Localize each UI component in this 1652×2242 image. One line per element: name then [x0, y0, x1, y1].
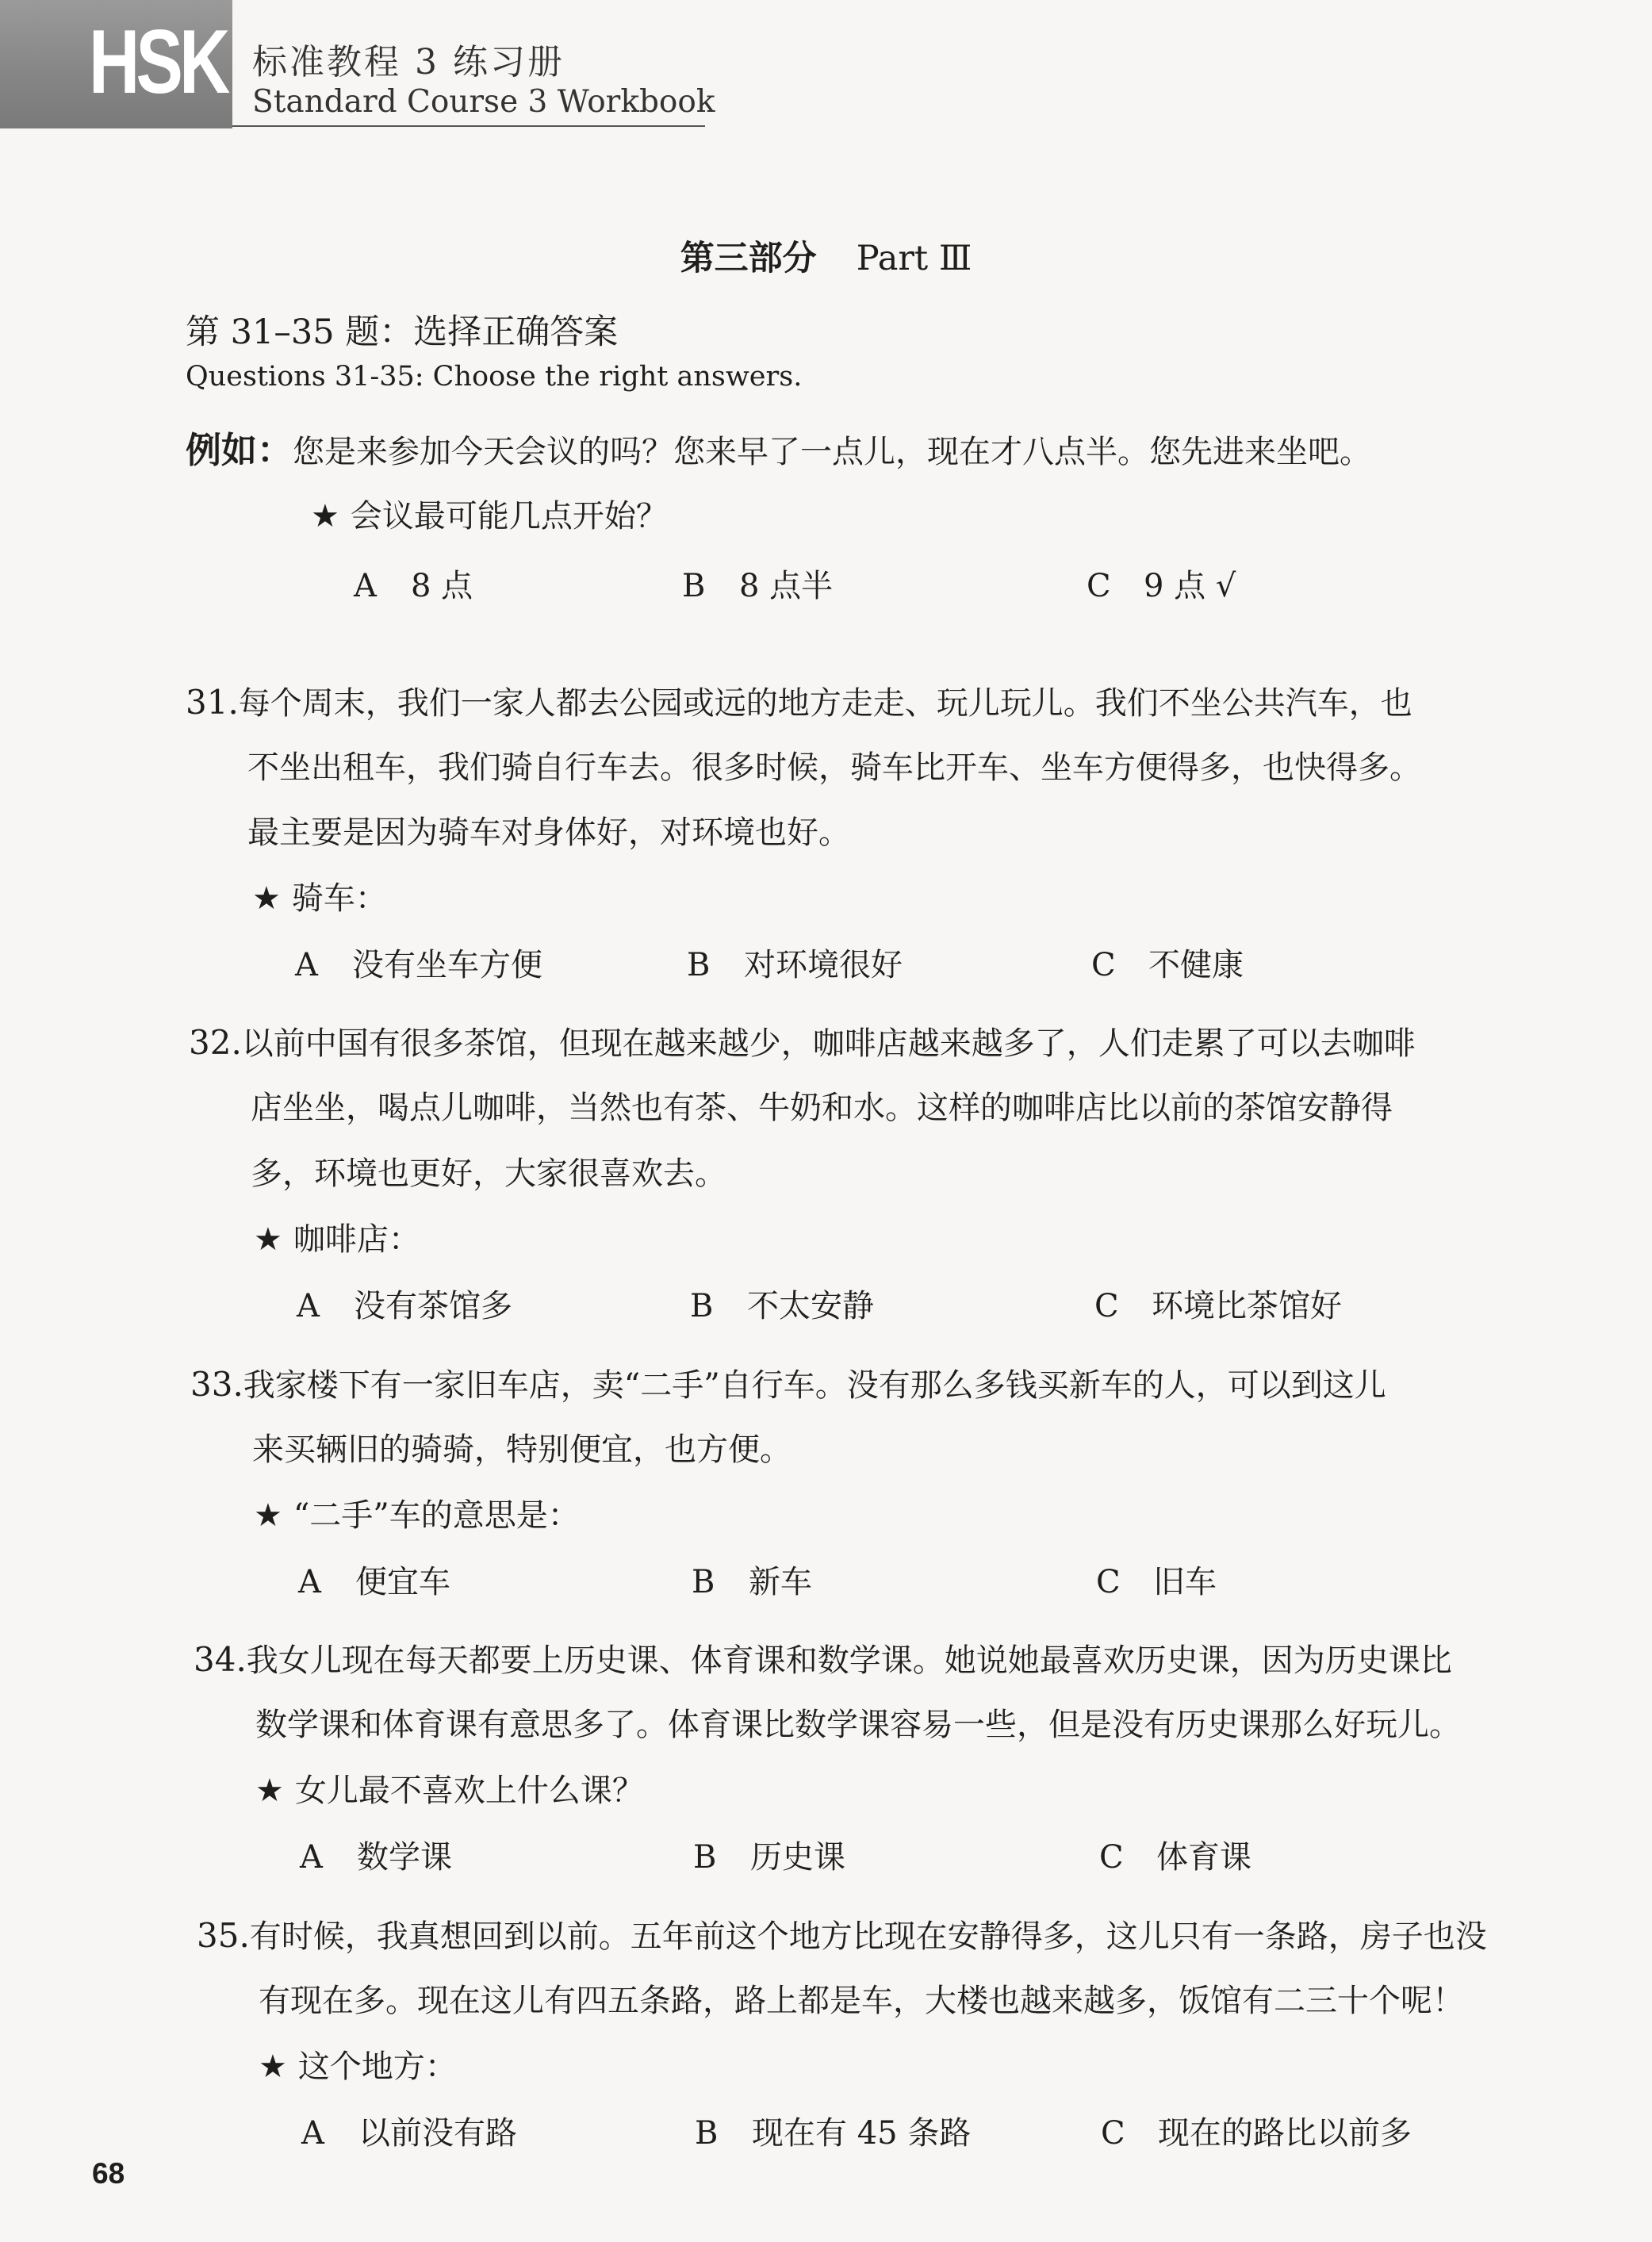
instructions-en: Questions 31-35: Choose the right answers. [186, 361, 803, 393]
option-letter: B [693, 1839, 717, 1876]
question-34-option-c [1099, 1838, 1251, 1877]
question-31-line-2: 不坐出租车，我们骑自行车去。很多时候，骑车比开车、坐车方便得多，也快得多。 [247, 749, 1421, 786]
question-33-prompt [254, 1496, 580, 1535]
star-icon: ★ [252, 880, 281, 917]
part-title-en: Part Ⅲ [856, 239, 972, 278]
question-31-line-3: 最主要是因为骑车对身体好，对环境也好。 [247, 814, 850, 851]
part-title [0, 232, 1652, 280]
hsk-logo: HSK [89, 12, 227, 113]
question-32-option-b [690, 1286, 874, 1326]
option-text: 对环境很好 [744, 947, 903, 983]
option-letter: B [695, 2115, 719, 2152]
question-number: 31. [186, 683, 239, 722]
question-34-line-2: 数学课和体育课有意思多了。体育课比数学课容易一些，但是没有历史课那么好玩儿。 [255, 1707, 1461, 1743]
question-number: 33. [190, 1365, 243, 1404]
star-icon: ★ [254, 1497, 282, 1534]
page-number: 68 [92, 2157, 125, 2190]
question-34-line-1 [194, 1639, 1452, 1681]
question-33-option-a [298, 1562, 450, 1602]
question-33-option-b [692, 1562, 812, 1602]
star-icon: ★ [259, 2048, 287, 2085]
option-text: 不太安静 [747, 1288, 874, 1324]
option-letter: B [690, 1288, 714, 1324]
option-letter: A [300, 1839, 323, 1876]
question-32-line-3: 多，环境也更好，大家很喜欢去。 [251, 1155, 726, 1192]
question-31-option-a [295, 945, 542, 985]
question-text: 咖啡店： [293, 1221, 420, 1258]
page-header [0, 0, 714, 128]
question-34-prompt [255, 1771, 644, 1811]
option-letter: C [1087, 568, 1111, 604]
header-divider [232, 125, 705, 127]
question-33-line-2: 来买辆旧的骑骑，特别便宜，也方便。 [252, 1431, 792, 1468]
question-35-option-b [695, 2114, 971, 2153]
option-text: 以前没有路 [358, 2115, 517, 2152]
question-31-option-b [687, 945, 903, 985]
option-text: 9 点 √ [1144, 568, 1236, 604]
option-letter: B [692, 1564, 715, 1600]
question-33-option-c [1096, 1562, 1217, 1602]
question-32-option-a [297, 1286, 512, 1326]
option-text: 8 点半 [739, 568, 834, 604]
question-32-line-1 [189, 1022, 1416, 1064]
star-icon: ★ [255, 1773, 284, 1809]
question-32-prompt [254, 1220, 420, 1259]
option-text: 现在有 45 条路 [752, 2115, 972, 2152]
option-text: 便宜车 [355, 1564, 450, 1600]
question-34-option-a [300, 1838, 452, 1877]
question-34-option-b [693, 1838, 845, 1877]
question-35-line-2: 有现在多。现在这儿有四五条路，路上都是车，大楼也越来越多，饭馆有二三十个呢！ [259, 1983, 1464, 2019]
question-text: “二手”车的意思是： [293, 1497, 580, 1534]
question-31-prompt [252, 879, 387, 918]
passage-line: 以前中国有很多茶馆，但现在越来越少，咖啡店越来越多了，人们走累了可以去咖啡 [241, 1025, 1416, 1062]
example-option-c [1087, 566, 1236, 606]
option-letter: B [682, 568, 706, 604]
question-31-line-1 [186, 682, 1412, 724]
example-passage [186, 428, 1371, 473]
option-text: 8 点 [411, 568, 473, 604]
example-text: 您是来参加今天会议的吗？您来早了一点儿，现在才八点半。您先进来坐吧。 [293, 434, 1372, 470]
option-letter: C [1101, 2115, 1125, 2152]
question-number: 32. [189, 1023, 242, 1062]
question-text: 这个地方： [297, 2048, 457, 2085]
question-35-option-c [1101, 2114, 1412, 2153]
option-text: 体育课 [1156, 1839, 1251, 1876]
star-icon: ★ [311, 498, 339, 535]
question-35-prompt [259, 2047, 457, 2087]
option-text: 数学课 [357, 1839, 452, 1876]
header-title-en: Standard Course 3 Workbook [252, 84, 715, 120]
example-question [311, 496, 668, 536]
question-text: 骑车： [291, 880, 387, 917]
option-text: 旧车 [1153, 1564, 1217, 1600]
header-title-cn: 标准教程 3 练习册 [252, 42, 565, 82]
question-32-option-c [1094, 1286, 1342, 1326]
example-option-a [354, 566, 473, 606]
question-35-line-1 [197, 1915, 1487, 1957]
part-title-cn: 第三部分 [680, 239, 817, 278]
passage-line: 有时候，我真想回到以前。五年前这个地方比现在安静得多，这儿只有一条路，房子也没 [249, 1918, 1487, 1955]
option-text: 历史课 [750, 1839, 845, 1876]
option-text: 没有坐车方便 [352, 947, 542, 983]
option-letter: A [297, 1288, 320, 1324]
passage-line: 每个周末，我们一家人都去公园或远的地方走走、玩儿玩儿。我们不坐公共汽车，也 [238, 685, 1412, 722]
hsk-logo-box [0, 0, 232, 128]
instructions-cn: 第 31–35 题：选择正确答案 [186, 312, 619, 352]
question-32-line-2: 店坐坐，喝点儿咖啡，当然也有茶、牛奶和水。这样的咖啡店比以前的茶馆安静得 [251, 1090, 1393, 1126]
option-text: 现在的路比以前多 [1158, 2115, 1412, 2152]
question-number: 34. [194, 1640, 247, 1679]
option-letter: A [354, 568, 377, 604]
option-letter: C [1096, 1564, 1121, 1600]
option-letter: A [298, 1564, 321, 1600]
option-text: 不健康 [1148, 947, 1244, 983]
question-33-line-1 [190, 1364, 1386, 1406]
option-text: 环境比茶馆好 [1152, 1288, 1342, 1324]
example-label: 例如： [186, 429, 293, 471]
option-text: 没有茶馆多 [354, 1288, 512, 1324]
option-letter: C [1094, 1288, 1119, 1324]
option-letter: A [301, 2115, 324, 2152]
example-option-b [682, 566, 833, 606]
option-text: 新车 [749, 1564, 812, 1600]
option-letter: B [687, 947, 711, 983]
question-31-option-c [1091, 945, 1244, 985]
option-letter: A [295, 947, 318, 983]
option-letter: C [1099, 1839, 1124, 1876]
question-number: 35. [197, 1916, 250, 1955]
question-text: 女儿最不喜欢上什么课？ [294, 1773, 644, 1809]
example-question-text: 会议最可能几点开始？ [350, 498, 668, 535]
star-icon: ★ [254, 1221, 282, 1258]
question-35-option-a [301, 2114, 517, 2153]
passage-line: 我家楼下有一家旧车店，卖“二手”自行车。没有那么多钱买新车的人，可以到这儿 [243, 1367, 1386, 1404]
passage-line: 我女儿现在每天都要上历史课、体育课和数学课。她说她最喜欢历史课，因为历史课比 [246, 1642, 1452, 1679]
option-letter: C [1091, 947, 1116, 983]
